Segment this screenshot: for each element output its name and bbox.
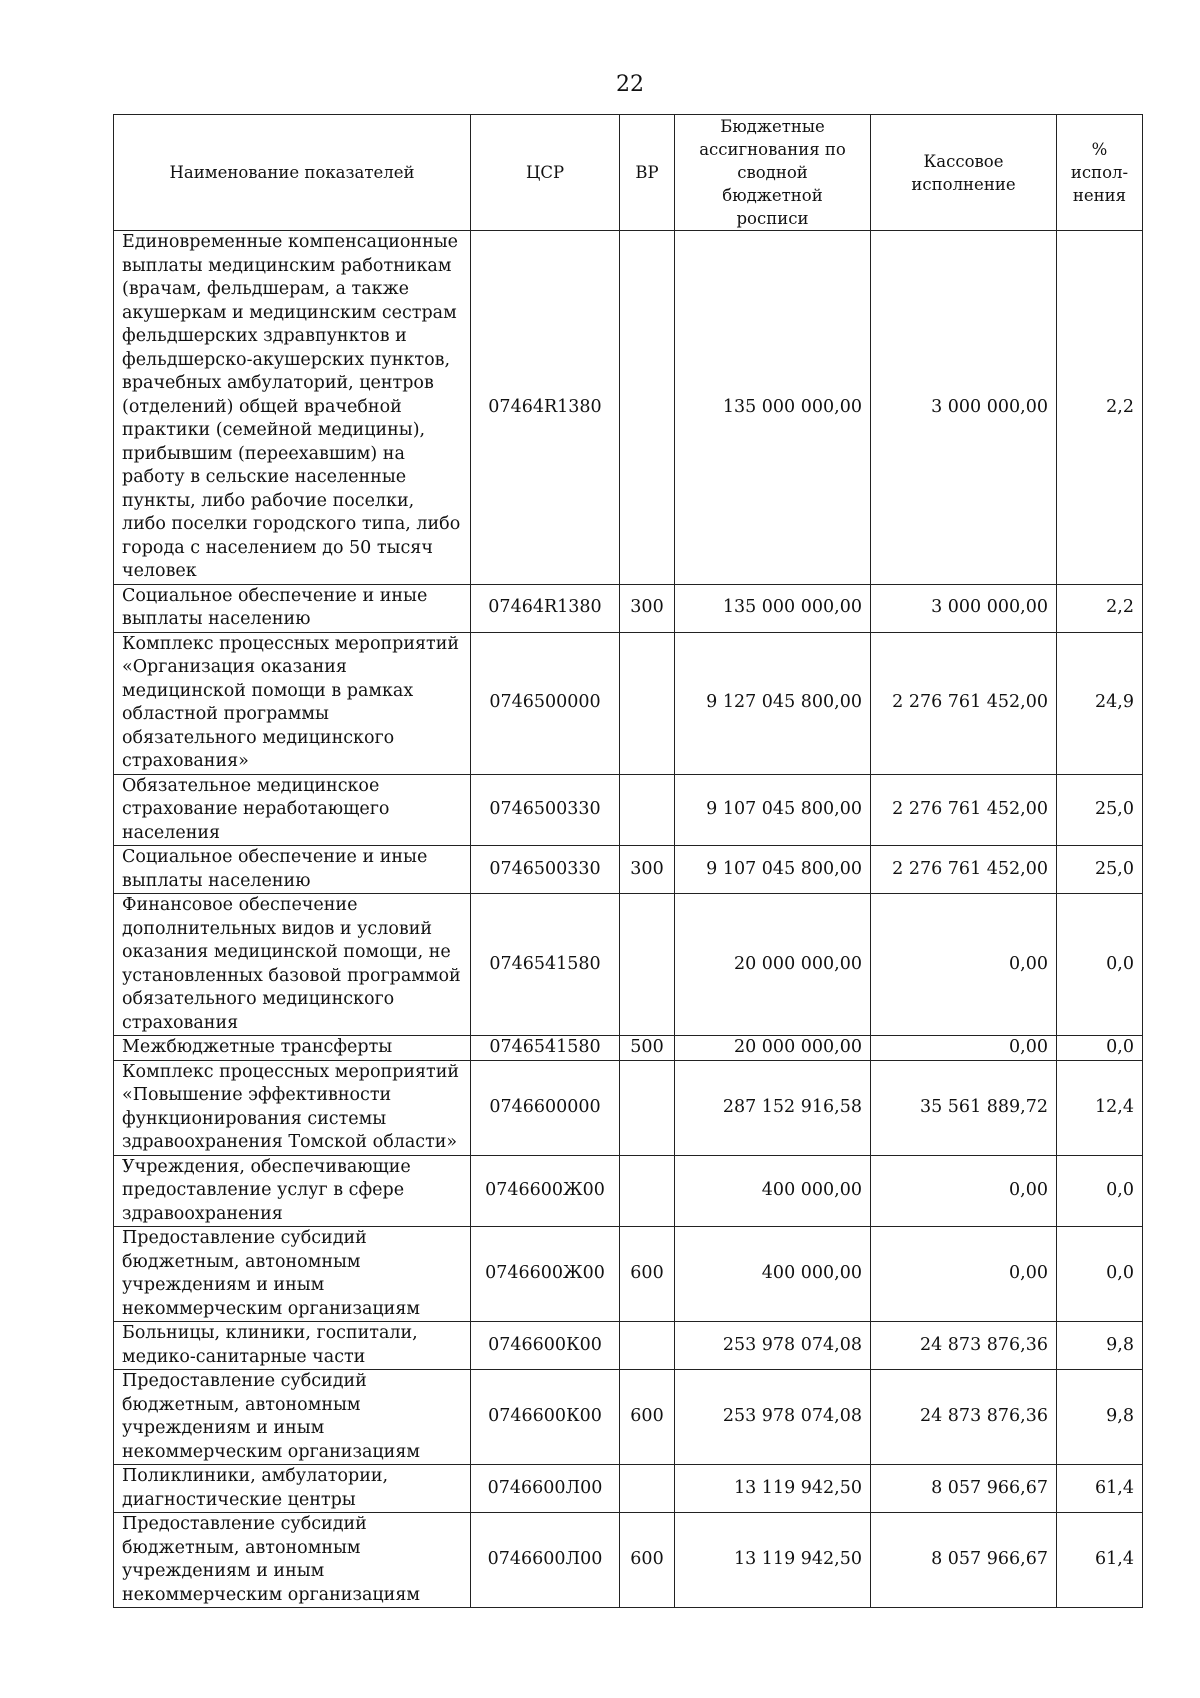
row-pct-cell: 9,8 <box>1057 1370 1143 1465</box>
row-csr-cell: 0746600Л00 <box>471 1465 620 1513</box>
row-cash-cell: 2 276 761 452,00 <box>871 846 1057 894</box>
table-row <box>114 774 1143 846</box>
row-cash-cell: 0,00 <box>871 894 1057 1036</box>
row-pct-cell: 12,4 <box>1057 1060 1143 1155</box>
table-row <box>114 1465 1143 1513</box>
table-row <box>114 1155 1143 1227</box>
row-vr-cell: 600 <box>620 1513 675 1608</box>
row-name-cell: Предоставление субсидий бюджетным, автономным учреждениям и иным некоммерческим организациям <box>114 1370 471 1465</box>
header-csr: ЦСР <box>471 115 620 231</box>
row-pct-cell: 0,0 <box>1057 1227 1143 1322</box>
row-name-cell: Поликлиники, амбулатории, диагностические центры <box>114 1465 471 1513</box>
header-pct: % испол-нения <box>1057 115 1143 231</box>
row-vr-cell <box>620 1465 675 1513</box>
row-pct-cell: 2,2 <box>1057 231 1143 585</box>
row-budget-cell: 9 127 045 800,00 <box>675 632 871 774</box>
row-name-cell: Комплекс процессных мероприятий «Организация оказания медицинской помощи в рамках областной программы обязательного медицинского страхования» <box>114 632 471 774</box>
row-pct-cell: 24,9 <box>1057 632 1143 774</box>
row-pct-cell: 25,0 <box>1057 774 1143 846</box>
row-budget-cell: 400 000,00 <box>675 1227 871 1322</box>
header-vr: ВР <box>620 115 675 231</box>
row-name-cell: Учреждения, обеспечивающие предоставление услуг в сфере здравоохранения <box>114 1155 471 1227</box>
row-vr-cell: 500 <box>620 1036 675 1061</box>
row-vr-cell: 300 <box>620 846 675 894</box>
row-name-cell: Больницы, клиники, госпитали, медико-санитарные части <box>114 1322 471 1370</box>
table-row <box>114 584 1143 632</box>
row-csr-cell: 0746600Л00 <box>471 1513 620 1608</box>
table-row <box>114 1060 1143 1155</box>
table-row <box>114 1513 1143 1608</box>
row-name-cell: Финансовое обеспечение дополнительных видов и условий оказания медицинской помощи, не установленных базовой программой обязательного медицинского страхования <box>114 894 471 1036</box>
row-vr-cell <box>620 1322 675 1370</box>
row-csr-cell: 0746600К00 <box>471 1370 620 1465</box>
row-vr-cell: 600 <box>620 1370 675 1465</box>
row-cash-cell: 2 276 761 452,00 <box>871 774 1057 846</box>
row-budget-cell: 287 152 916,58 <box>675 1060 871 1155</box>
row-cash-cell: 24 873 876,36 <box>871 1370 1057 1465</box>
table-row <box>114 1227 1143 1322</box>
table-row <box>114 846 1143 894</box>
row-budget-cell: 135 000 000,00 <box>675 231 871 585</box>
row-budget-cell: 135 000 000,00 <box>675 584 871 632</box>
row-cash-cell: 24 873 876,36 <box>871 1322 1057 1370</box>
row-csr-cell: 0746541580 <box>471 894 620 1036</box>
row-vr-cell <box>620 1060 675 1155</box>
row-pct-cell: 25,0 <box>1057 846 1143 894</box>
row-budget-cell: 13 119 942,50 <box>675 1513 871 1608</box>
table-header-row <box>114 115 1143 231</box>
row-budget-cell: 400 000,00 <box>675 1155 871 1227</box>
header-budget: Бюджетные ассигнования по сводной бюджетной росписи <box>675 115 871 231</box>
budget-execution-table <box>113 114 1143 1608</box>
row-csr-cell: 0746500000 <box>471 632 620 774</box>
row-budget-cell: 253 978 074,08 <box>675 1370 871 1465</box>
row-cash-cell: 0,00 <box>871 1036 1057 1061</box>
row-csr-cell: 0746600Ж00 <box>471 1155 620 1227</box>
row-name-cell: Социальное обеспечение и иные выплаты населению <box>114 846 471 894</box>
row-name-cell: Обязательное медицинское страхование неработающего населения <box>114 774 471 846</box>
row-cash-cell: 35 561 889,72 <box>871 1060 1057 1155</box>
row-name-cell: Комплекс процессных мероприятий «Повышение эффективности функционирования системы здравоохранения Томской области» <box>114 1060 471 1155</box>
page-number: 22 <box>616 72 644 97</box>
table-body <box>114 231 1143 1608</box>
row-csr-cell: 0746600000 <box>471 1060 620 1155</box>
row-csr-cell: 0746541580 <box>471 1036 620 1061</box>
row-vr-cell: 600 <box>620 1227 675 1322</box>
row-cash-cell: 8 057 966,67 <box>871 1513 1057 1608</box>
row-budget-cell: 20 000 000,00 <box>675 894 871 1036</box>
table-row <box>114 1036 1143 1061</box>
row-budget-cell: 253 978 074,08 <box>675 1322 871 1370</box>
row-csr-cell: 07464R1380 <box>471 231 620 585</box>
row-pct-cell: 61,4 <box>1057 1465 1143 1513</box>
row-cash-cell: 0,00 <box>871 1155 1057 1227</box>
table-row <box>114 1370 1143 1465</box>
row-cash-cell: 3 000 000,00 <box>871 231 1057 585</box>
row-cash-cell: 2 276 761 452,00 <box>871 632 1057 774</box>
row-pct-cell: 61,4 <box>1057 1513 1143 1608</box>
row-cash-cell: 0,00 <box>871 1227 1057 1322</box>
row-budget-cell: 9 107 045 800,00 <box>675 846 871 894</box>
table-row <box>114 231 1143 585</box>
row-cash-cell: 3 000 000,00 <box>871 584 1057 632</box>
row-vr-cell <box>620 632 675 774</box>
row-pct-cell: 0,0 <box>1057 1155 1143 1227</box>
row-vr-cell <box>620 231 675 585</box>
row-name-cell: Предоставление субсидий бюджетным, автономным учреждениям и иным некоммерческим организациям <box>114 1513 471 1608</box>
row-pct-cell: 9,8 <box>1057 1322 1143 1370</box>
row-vr-cell <box>620 774 675 846</box>
table-row <box>114 632 1143 774</box>
row-csr-cell: 07464R1380 <box>471 584 620 632</box>
row-name-cell: Межбюджетные трансферты <box>114 1036 471 1061</box>
row-vr-cell <box>620 1155 675 1227</box>
row-vr-cell: 300 <box>620 584 675 632</box>
row-csr-cell: 0746600К00 <box>471 1322 620 1370</box>
row-csr-cell: 0746600Ж00 <box>471 1227 620 1322</box>
row-pct-cell: 2,2 <box>1057 584 1143 632</box>
row-name-cell: Единовременные компенсационные выплаты медицинским работникам (врачам, фельдшерам, а также акушеркам и медицинским сестрам фельдшерских здравпунктов и фельдшерско-акушерских пунктов, врачебных амбулаторий, центров (отделений) общей врачебной практики (семейной медицины), прибывшим (переехавшим) на работу в сельские населенные пункты, либо рабочие поселки, либо поселки городского типа, либо города с населением до 50 тысяч человек <box>114 231 471 585</box>
table-row <box>114 894 1143 1036</box>
row-pct-cell: 0,0 <box>1057 1036 1143 1061</box>
header-name: Наименование показателей <box>114 115 471 231</box>
row-csr-cell: 0746500330 <box>471 774 620 846</box>
row-csr-cell: 0746500330 <box>471 846 620 894</box>
row-budget-cell: 20 000 000,00 <box>675 1036 871 1061</box>
table-row <box>114 1322 1143 1370</box>
row-cash-cell: 8 057 966,67 <box>871 1465 1057 1513</box>
row-pct-cell: 0,0 <box>1057 894 1143 1036</box>
row-vr-cell <box>620 894 675 1036</box>
row-name-cell: Предоставление субсидий бюджетным, автономным учреждениям и иным некоммерческим организациям <box>114 1227 471 1322</box>
header-cash: Кассовое исполнение <box>871 115 1057 231</box>
row-budget-cell: 9 107 045 800,00 <box>675 774 871 846</box>
row-name-cell: Социальное обеспечение и иные выплаты населению <box>114 584 471 632</box>
row-budget-cell: 13 119 942,50 <box>675 1465 871 1513</box>
